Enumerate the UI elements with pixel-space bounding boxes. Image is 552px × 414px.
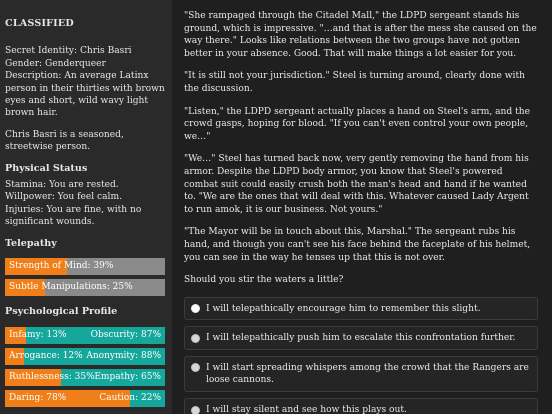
choice-text[interactable]: I will start spreading whispers among the crowd that the Rangers are loose cannons. <box>206 362 529 386</box>
strength-of-mind-label: Strength of Mind: 39% <box>9 261 114 272</box>
ruthlessness-empathy-bar <box>5 369 165 386</box>
empathy-label: Empathy: 65% <box>94 371 161 382</box>
choice-text[interactable]: I will stay silent and see how this plays out. <box>206 405 407 414</box>
caution-label: Caution: 22% <box>99 392 161 403</box>
ruthlessness-label: Ruthlessness: 35% <box>9 371 95 382</box>
injuries-line: Injuries: You are fine, with no significant wounds. <box>5 204 142 228</box>
secret-identity: Secret Identity: Chris Basri <box>5 46 132 57</box>
anonymity-label: Anonymity: 88% <box>86 350 161 361</box>
story-paragraph: "The Mayor will be in touch about this, Marshal." The sergeant rubs his hand, and though you can't see his face behind the faceplate of his helmet, you can see in the way he tenses up that this is not over. <box>184 227 531 263</box>
story-paragraph: "She rampaged through the Citadel Mall," the LDPD sergeant stands his ground, which is impressive. "…and that is after the mess she caused on the way there." Looks like relations between the two groups have not gotten better in your absence. Good. That will make things a lot easier for you. <box>184 11 537 59</box>
choice-option-2[interactable] <box>184 326 538 350</box>
subtle-manipulations-label: Subtle Manipulations: 25% <box>9 282 133 293</box>
strength-of-mind-bar <box>5 258 165 275</box>
bio-block <box>5 129 166 154</box>
choice-option-4[interactable] <box>184 398 538 414</box>
infamy-obscurity-bar <box>5 327 165 344</box>
radio-unselected-icon[interactable] <box>191 363 200 372</box>
willpower-line: Willpower: You feel calm. <box>5 192 122 203</box>
infamy-label: Infamy: 13% <box>9 329 67 340</box>
subtle-manipulations-bar <box>5 279 165 296</box>
choice-option-3[interactable] <box>184 356 538 392</box>
stats-sidebar <box>0 0 172 414</box>
radio-selected-icon[interactable] <box>191 304 200 313</box>
story-panel <box>172 0 552 414</box>
gender: Gender: Genderqueer <box>5 58 106 69</box>
arrogance-label: Arrogance: 12% <box>9 350 83 361</box>
physical-status-title: Physical Status <box>5 162 88 174</box>
arrogance-anonymity-bar <box>5 348 165 365</box>
stamina-line: Stamina: You are rested. <box>5 180 119 191</box>
description: Description: An average Latinx person in their thirties with brown eyes and short, wild wavy light brown hair. <box>5 71 165 119</box>
choice-question: Should you stir the waters a little? <box>184 275 344 286</box>
physical-status-block <box>5 179 166 229</box>
radio-unselected-icon[interactable] <box>191 334 200 343</box>
story-paragraph: "Listen," the LDPD sergeant actually places a hand on Steel's arm, and the crowd gasps, hoping for blood. "If you can't even control your own people, we…" <box>184 106 531 142</box>
radio-unselected-icon[interactable] <box>191 406 200 414</box>
story-paragraph: "It is still not your jurisdiction." Steel is turning around, clearly done with the discussion. <box>184 71 525 94</box>
choice-text[interactable]: I will telepathically push him to escalate this confrontation further. <box>206 333 516 344</box>
telepathy-title: Telepathy <box>5 237 57 249</box>
daring-label: Daring: 78% <box>9 392 67 403</box>
choice-option-1[interactable] <box>184 297 538 321</box>
bio-text: Chris Basri is a seasoned, streetwise person. <box>5 129 124 153</box>
sidebar-title: CLASSIFIED <box>5 18 74 29</box>
choice-text[interactable]: I will telepathically encourage him to remember this slight. <box>206 303 481 314</box>
identity-block <box>5 45 166 119</box>
story-paragraph: "We…" Steel has turned back now, very gently removing the hand from his armor. Despite the LDPD body armor, you know that Steel's powered combat suit could easily crush both the man's head and hand if he wanted to. "We are the ones that will deal with this. Whatever caused Lady Argent to run amok, it is our business. Not yours." <box>184 154 529 215</box>
psych-profile-title: Psychological Profile <box>5 306 118 318</box>
daring-caution-bar <box>5 390 165 407</box>
obscurity-label: Obscurity: 87% <box>90 329 161 340</box>
